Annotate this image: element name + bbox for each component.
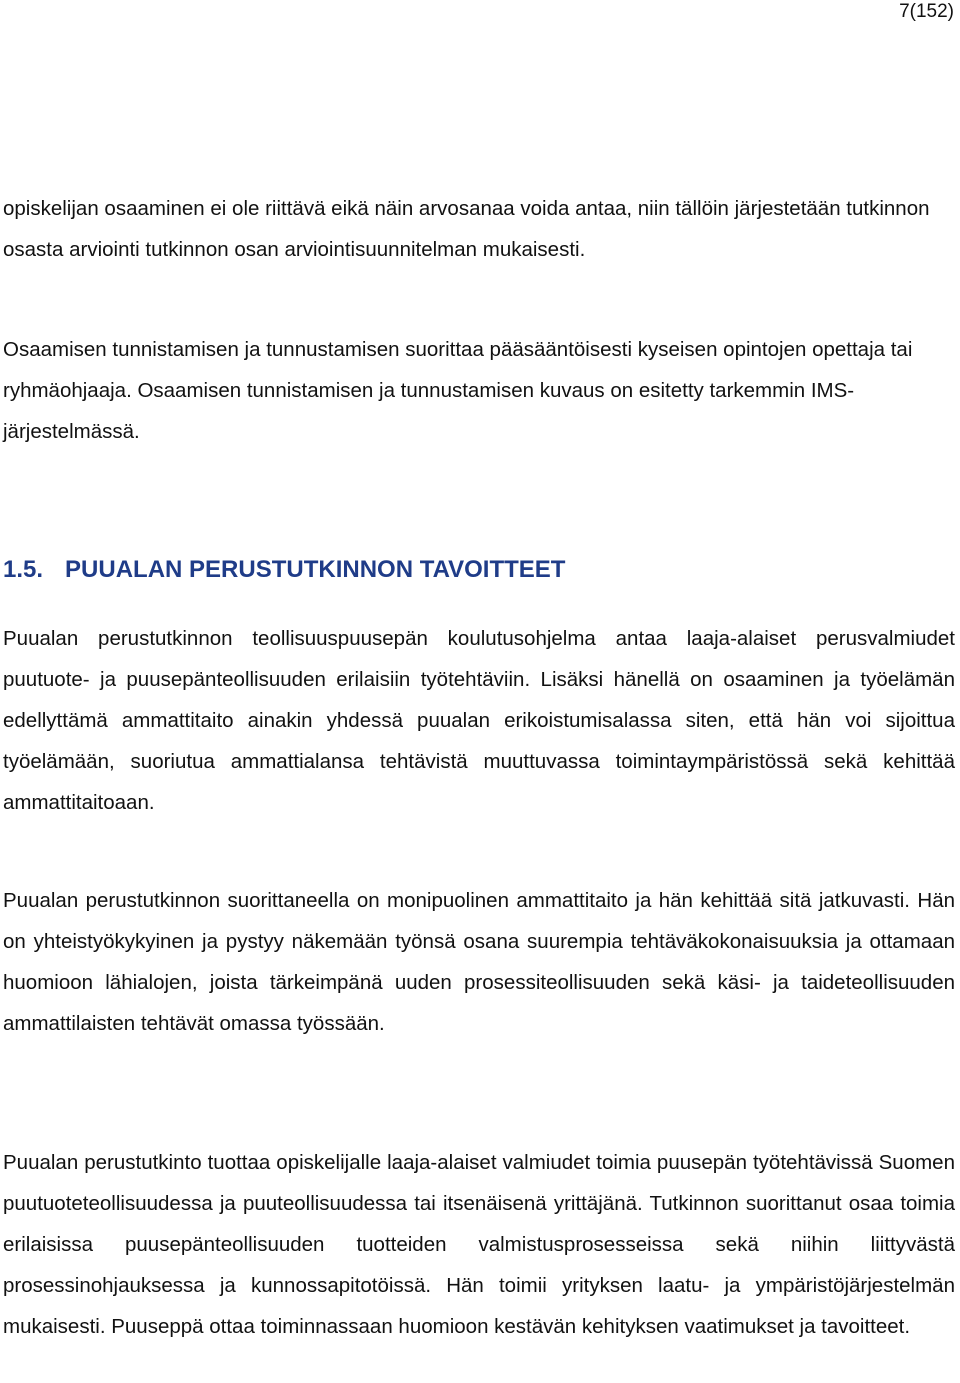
paragraph-recognition: Osaamisen tunnistamisen ja tunnustamisen suorittaa pääsääntöisesti kyseisen opintojen opettaja tai ryhmäohjaaja. Osaamisen tunnistamisen ja tunnustamisen kuvaus on esitetty tarkemmin IMS-järjestelmässä. <box>3 338 913 443</box>
section-number: 1.5. <box>3 556 44 583</box>
page-number: 7(152) <box>899 1 954 22</box>
section-title: PUUALAN PERUSTUTKINNON TAVOITTEET <box>65 556 566 583</box>
section-heading <box>3 550 565 590</box>
paragraph-qualification-outcomes: Puualan perustutkinto tuottaa opiskelijalle laaja-alaiset valmiudet toimia puusepän työtehtävissä Suomen puutuoteteollisuudessa ja puuteollisuudessa tai itsenäisenä yrittäjänä. Tutkinnon suorittanut osaa toimia erilaisissa puusepänteollisuuden tuotteiden valmistusprosesseissa sekä niihin liittyvästä prosessinohjauksessa ja kunnossapitotöissä. Hän toimii yrityksen laatu- ja ympäristöjärjestelmän mukaisesti. Puuseppä ottaa toiminnassaan huomioon kestävän kehityksen vaatimukset ja tavoitteet. <box>3 1151 955 1338</box>
paragraph-program-goals: Puualan perustutkinnon teollisuuspuusepän koulutusohjelma antaa laaja-alaiset perusvalmiudet puutuote- ja puusepänteollisuuden erilaisiin työtehtäviin. Lisäksi hänellä on osaaminen ja työelämän edellyttämä ammattitaito ainakin yhdessä puualan erikoistumisalassa siten, että hän voi sijoittua työelämään, suoriutua ammattialansa tehtävistä muuttuvassa toimintaympäristössä sekä kehittää ammattitaitoaan. <box>3 627 955 814</box>
paragraph-assessment: opiskelijan osaaminen ei ole riittävä eikä näin arvosanaa voida antaa, niin tällöin järjestetään tutkinnon osasta arviointi tutkinnon osan arviointisuunnitelman mukaisesti. <box>3 197 930 261</box>
paragraph-versatile-skills: Puualan perustutkinnon suorittaneella on monipuolinen ammattitaito ja hän kehittää sitä jatkuvasti. Hän on yhteistyökykyinen ja pystyy näkemään työnsä osana suurempia tehtäväkokonaisuuksia ja ottamaan huomioon lähialojen, joista tärkeimpänä uuden prosessiteollisuuden sekä käsi- ja taideteollisuuden ammattilaisten tehtävät omassa työssään. <box>3 889 955 1035</box>
